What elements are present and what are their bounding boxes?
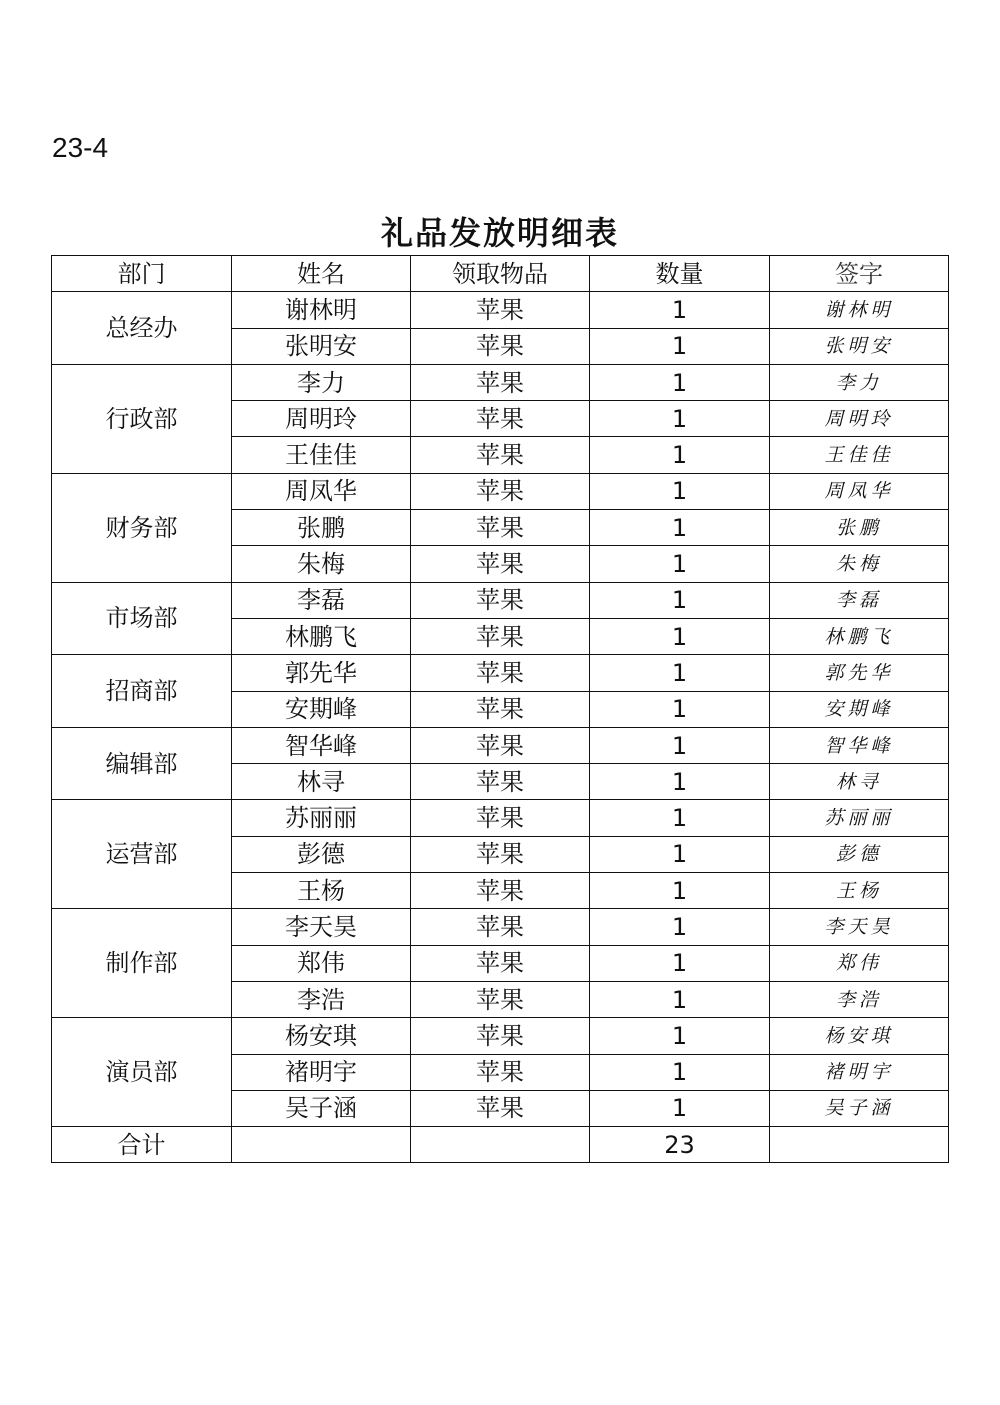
qty-cell: 1 (590, 655, 770, 691)
dept-cell: 编辑部 (52, 727, 232, 800)
table-row (52, 909, 949, 945)
name-cell: 王杨 (232, 873, 411, 909)
name-cell: 谢林明 (232, 292, 411, 328)
item-cell: 苹果 (411, 727, 590, 763)
signature-cell: 李天昊 (770, 909, 949, 945)
item-cell: 苹果 (411, 618, 590, 654)
name-cell: 林鹏飞 (232, 618, 411, 654)
item-cell: 苹果 (411, 1018, 590, 1054)
gift-distribution-table (51, 255, 949, 1163)
table-row (52, 364, 949, 400)
item-cell: 苹果 (411, 873, 590, 909)
qty-cell: 1 (590, 1054, 770, 1090)
name-cell: 苏丽丽 (232, 800, 411, 836)
item-cell: 苹果 (411, 546, 590, 582)
item-cell: 苹果 (411, 437, 590, 473)
dept-cell: 行政部 (52, 364, 232, 473)
name-cell: 周明玲 (232, 401, 411, 437)
item-cell: 苹果 (411, 836, 590, 872)
item-cell: 苹果 (411, 945, 590, 981)
name-cell: 郭先华 (232, 655, 411, 691)
signature-cell: 郑伟 (770, 945, 949, 981)
signature-cell: 谢林明 (770, 292, 949, 328)
signature-cell: 王佳佳 (770, 437, 949, 473)
signature-cell: 李浩 (770, 981, 949, 1017)
table-row (52, 292, 949, 328)
item-cell: 苹果 (411, 909, 590, 945)
signature-cell: 周凤华 (770, 473, 949, 509)
signature-cell: 王杨 (770, 873, 949, 909)
name-cell: 吴子涵 (232, 1090, 411, 1126)
name-cell: 彭德 (232, 836, 411, 872)
signature-cell: 李力 (770, 364, 949, 400)
qty-cell: 1 (590, 764, 770, 800)
document-id: 23-4 (52, 132, 109, 163)
item-cell: 苹果 (411, 655, 590, 691)
total-label: 合计 (52, 1127, 232, 1163)
signature-cell: 智华峰 (770, 727, 949, 763)
signature-cell: 周明玲 (770, 401, 949, 437)
dept-cell: 总经办 (52, 292, 232, 365)
qty-cell: 1 (590, 727, 770, 763)
name-cell: 朱梅 (232, 546, 411, 582)
total-sign-cell (770, 1127, 949, 1163)
qty-cell: 1 (590, 945, 770, 981)
table-row (52, 800, 949, 836)
qty-cell: 1 (590, 800, 770, 836)
dept-cell: 制作部 (52, 909, 232, 1018)
signature-cell: 张明安 (770, 328, 949, 364)
qty-cell: 1 (590, 582, 770, 618)
qty-cell: 1 (590, 909, 770, 945)
name-cell: 智华峰 (232, 727, 411, 763)
item-cell: 苹果 (411, 510, 590, 546)
signature-cell: 郭先华 (770, 655, 949, 691)
qty-cell: 1 (590, 437, 770, 473)
qty-cell: 1 (590, 981, 770, 1017)
item-cell: 苹果 (411, 981, 590, 1017)
qty-cell: 1 (590, 873, 770, 909)
name-cell: 安期峰 (232, 691, 411, 727)
signature-cell: 李磊 (770, 582, 949, 618)
qty-cell: 1 (590, 1090, 770, 1126)
qty-cell: 1 (590, 292, 770, 328)
item-cell: 苹果 (411, 1090, 590, 1126)
table-row (52, 655, 949, 691)
name-cell: 张明安 (232, 328, 411, 364)
header-sign: 签字 (770, 256, 949, 292)
signature-cell: 褚明宇 (770, 1054, 949, 1090)
signature-cell: 林寻 (770, 764, 949, 800)
table-row (52, 727, 949, 763)
qty-cell: 1 (590, 401, 770, 437)
name-cell: 李浩 (232, 981, 411, 1017)
header-dept: 部门 (52, 256, 232, 292)
signature-cell: 杨安琪 (770, 1018, 949, 1054)
total-name-cell (232, 1127, 411, 1163)
qty-cell: 1 (590, 364, 770, 400)
item-cell: 苹果 (411, 473, 590, 509)
qty-cell: 1 (590, 836, 770, 872)
signature-cell: 林鹏飞 (770, 618, 949, 654)
qty-cell: 1 (590, 510, 770, 546)
dept-cell: 运营部 (52, 800, 232, 909)
name-cell: 李力 (232, 364, 411, 400)
signature-cell: 彭德 (770, 836, 949, 872)
item-cell: 苹果 (411, 364, 590, 400)
total-row (52, 1127, 949, 1163)
table-row (52, 582, 949, 618)
item-cell: 苹果 (411, 1054, 590, 1090)
dept-cell: 招商部 (52, 655, 232, 728)
signature-cell: 张鹏 (770, 510, 949, 546)
qty-cell: 1 (590, 691, 770, 727)
total-qty: 23 (590, 1127, 770, 1163)
signature-cell: 朱梅 (770, 546, 949, 582)
name-cell: 李磊 (232, 582, 411, 618)
name-cell: 褚明宇 (232, 1054, 411, 1090)
name-cell: 郑伟 (232, 945, 411, 981)
qty-cell: 1 (590, 328, 770, 364)
qty-cell: 1 (590, 473, 770, 509)
name-cell: 王佳佳 (232, 437, 411, 473)
signature-cell: 苏丽丽 (770, 800, 949, 836)
table-title: 礼品发放明细表 (380, 214, 619, 252)
header-item: 领取物品 (411, 256, 590, 292)
dept-cell: 财务部 (52, 473, 232, 582)
qty-cell: 1 (590, 618, 770, 654)
item-cell: 苹果 (411, 292, 590, 328)
table-header-row (52, 256, 949, 292)
item-cell: 苹果 (411, 764, 590, 800)
qty-cell: 1 (590, 1018, 770, 1054)
item-cell: 苹果 (411, 582, 590, 618)
name-cell: 周凤华 (232, 473, 411, 509)
name-cell: 林寻 (232, 764, 411, 800)
name-cell: 张鹏 (232, 510, 411, 546)
item-cell: 苹果 (411, 328, 590, 364)
name-cell: 李天昊 (232, 909, 411, 945)
total-item-cell (411, 1127, 590, 1163)
header-qty: 数量 (590, 256, 770, 292)
name-cell: 杨安琪 (232, 1018, 411, 1054)
dept-cell: 市场部 (52, 582, 232, 655)
signature-cell: 安期峰 (770, 691, 949, 727)
signature-cell: 吴子涵 (770, 1090, 949, 1126)
item-cell: 苹果 (411, 401, 590, 437)
table-row (52, 1018, 949, 1054)
qty-cell: 1 (590, 546, 770, 582)
item-cell: 苹果 (411, 800, 590, 836)
dept-cell: 演员部 (52, 1018, 232, 1127)
item-cell: 苹果 (411, 691, 590, 727)
table-row (52, 473, 949, 509)
header-name: 姓名 (232, 256, 411, 292)
